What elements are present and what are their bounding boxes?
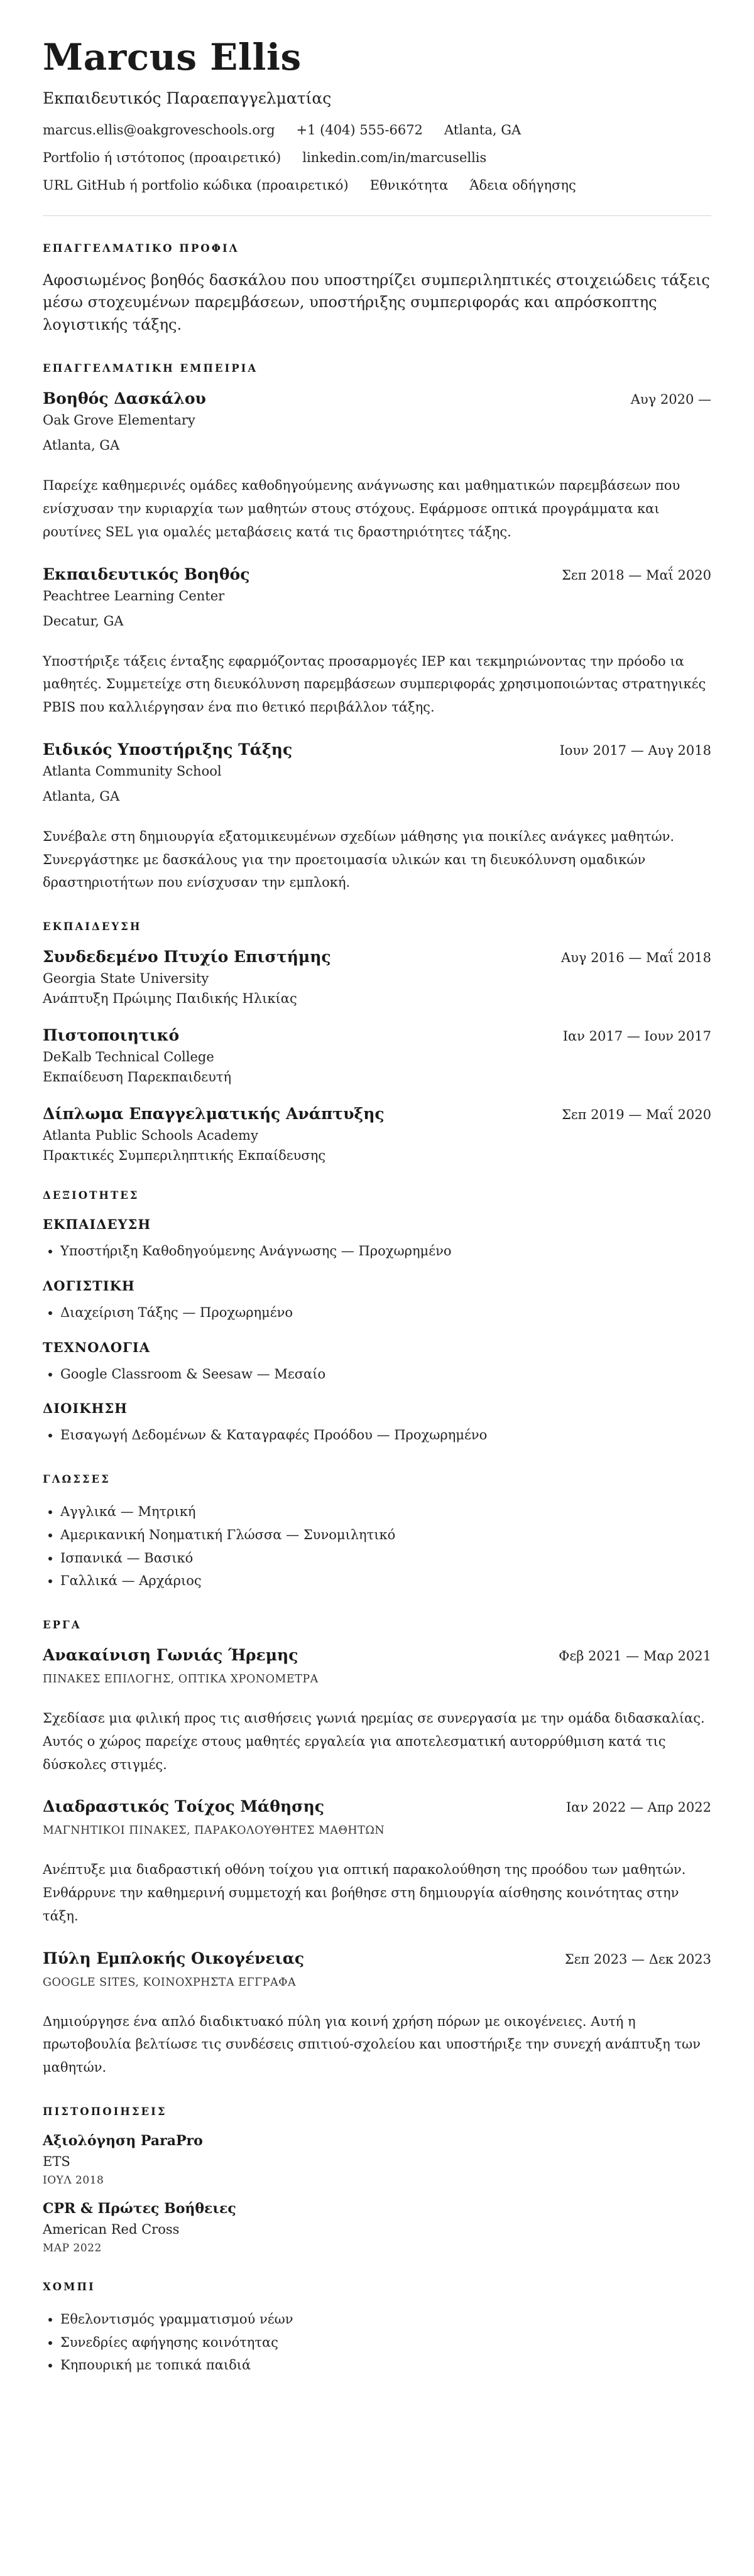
skill-list [43, 1363, 711, 1386]
field-of-study: Πρακτικές Συμπεριληπτικής Εκπαίδευσης [43, 1148, 326, 1164]
section-heading: ΔΕΞΙΟΤΗΤΕΣ [43, 1189, 139, 1202]
experience-entry [43, 389, 711, 543]
section-heading: ΕΚΠΑΙΔΕΥΣΗ [43, 921, 142, 933]
certifications-section [43, 2106, 711, 2254]
skills-section [43, 1189, 711, 1447]
skill-item: • Εισαγωγή Δεδομένων & Καταγραφές Προόδου — Προχωρημένο [60, 1424, 711, 1447]
entry-header [43, 740, 711, 759]
hobbies-section [43, 2281, 711, 2377]
contact-row-extra [43, 178, 711, 193]
hobby-item: • Κηπουρική με τοπικά παιδιά [60, 2354, 711, 2377]
employer-name: Oak Grove Elementary [43, 413, 195, 428]
skill-category: ΕΚΠΑΙΔΕΥΣΗ [43, 1216, 151, 1233]
project-description: Ανέπτυξε μια διαδραστική οθόνη τοίχου για οπτική παρακολούθηση της προόδου των μαθητών. Ενθάρρυνε την καθημερινή συμμετοχή και βοήθησε στη δημιουργία αίσθησης κοινότητας στην τάξη. [43, 1862, 686, 1924]
skill-group [43, 1400, 711, 1447]
entry-header [43, 1646, 711, 1664]
job-title: Ειδικός Υποστήριξης Τάξης [43, 740, 293, 759]
profile-section [43, 242, 711, 337]
experience-entry [43, 740, 711, 894]
degree-title: Συνδεδεμένο Πτυχίο Επιστήμης [43, 948, 331, 966]
institution-name: Atlanta Public Schools Academy [43, 1128, 258, 1144]
skill-category: ΔΙΟΙΚΗΣΗ [43, 1400, 128, 1417]
email-link[interactable]: marcus.ellis@oakgroveschools.org [43, 122, 275, 138]
degree-title: Δίπλωμα Επαγγελματικής Ανάπτυξης [43, 1105, 385, 1123]
skill-list [43, 1240, 711, 1263]
job-location: Atlanta, GA [43, 788, 120, 804]
field-of-study: Ανάπτυξη Πρώιμης Παιδικής Ηλικίας [43, 991, 297, 1007]
skill-list [43, 1424, 711, 1447]
project-dates: Σεπ 2023 — Δεκ 2023 [564, 1951, 711, 1967]
skill-item: • Υποστήριξη Καθοδηγούμενης Ανάγνωσης — Προχωρημένο [60, 1240, 711, 1263]
institution-name: Georgia State University [43, 971, 209, 987]
experience-section [43, 362, 711, 894]
job-location: Atlanta, GA [43, 438, 120, 453]
language-item: • Αγγλικά — Μητρική [60, 1500, 711, 1523]
project-entry [43, 1949, 711, 2079]
education-entry [43, 1026, 711, 1085]
entry-header [43, 1949, 711, 1967]
field-of-study: Εκπαίδευση Παρεκπαιδευτή [43, 1069, 232, 1085]
education-entry [43, 948, 711, 1006]
entry-header [43, 1026, 711, 1044]
education-entry [43, 1105, 711, 1163]
project-dates: Ιαν 2022 — Απρ 2022 [566, 1800, 711, 1816]
entry-header [43, 1105, 711, 1123]
hobby-list [43, 2308, 711, 2377]
language-item: • Αμερικανική Νοηματική Γλώσσα — Συνομιλητικό [60, 1523, 711, 1547]
project-description: Σχεδίασε μια φιλική προς τις αισθήσεις γωνιά ηρεμίας σε συνεργασία με την ομάδα διδασκαλίας. Αυτός ο χώρος παρείχε στους μαθητές εργαλεία για αποτελεσματική αυτορρύθμιση κατά τις δύσκολες στιγμές. [43, 1711, 705, 1772]
education-dates: Αυγ 2016 — Μαΐ 2018 [561, 950, 711, 966]
entry-header [43, 1797, 711, 1816]
project-entry [43, 1797, 711, 1927]
job-description: Υποστήριξε τάξεις ένταξης εφαρμόζοντας προσαρμογές IEP και τεκμηριώνοντας την πρόοδο ια μαθητές. Συμμετείχε στη διευκόλυνση παρεμβάσεων συμπεριφοράς χρησιμοποιώντας στρατηγικές PBIS που καλλιέργησαν ένα πιο θετικό περιβάλλον τάξης. [43, 653, 706, 715]
certification-entry [43, 2133, 711, 2187]
header-divider [43, 215, 711, 216]
certification-name: CPR & Πρώτες Βοήθειες [43, 2200, 236, 2217]
employer-name: Peachtree Learning Center [43, 588, 225, 603]
job-dates: Σεπ 2018 — Μαΐ 2020 [561, 567, 711, 583]
certification-date: ΙΟΥΛ 2018 [43, 2173, 104, 2187]
entry-header [43, 565, 711, 583]
hobby-item: • Συνεδρίες αφήγησης κοινότητας [60, 2331, 711, 2354]
skill-group [43, 1278, 711, 1324]
certification-date: ΜΑΡ 2022 [43, 2241, 102, 2254]
language-item: • Ισπανικά — Βασικό [60, 1547, 711, 1570]
portfolio-link[interactable]: Portfolio ή ιστότοπος (προαιρετικό) [43, 149, 281, 165]
job-description: Συνέβαλε στη δημιουργία εξατομικευμένων σχεδίων μάθησης για ποικίλες ανάγκες μαθητών. Συνεργάστηκε με δασκάλους για την προετοιμασία υλικών και τη διευκόλυνση ομαδικών δραστηριοτήτων που ενίσχυσαν την εμπλοκή. [43, 828, 675, 890]
entry-header [43, 389, 711, 408]
project-entry [43, 1646, 711, 1776]
employer-name: Atlanta Community School [43, 763, 222, 779]
job-location: Decatur, GA [43, 613, 124, 629]
job-dates: Ιουν 2017 — Αυγ 2018 [559, 742, 711, 758]
experience-entry [43, 565, 711, 719]
education-dates: Ιαν 2017 — Ιουν 2017 [562, 1029, 711, 1044]
language-list [43, 1500, 711, 1593]
project-dates: Φεβ 2021 — Μαρ 2021 [559, 1648, 711, 1664]
education-dates: Σεπ 2019 — Μαΐ 2020 [561, 1107, 711, 1123]
section-heading: ΕΠΑΓΓΕΛΜΑΤΙΚΗ ΕΜΠΕΙΡΙΑ [43, 362, 258, 375]
contact-row-links [43, 150, 711, 165]
driving-license-text: Άδεια οδήγησης [469, 177, 576, 193]
github-link[interactable]: URL GitHub ή portfolio κώδικα (προαιρετικό) [43, 177, 349, 193]
section-heading: ΕΡΓΑ [43, 1619, 82, 1632]
candidate-name: Marcus Ellis [43, 36, 302, 78]
skill-category: ΤΕΧΝΟΛΟΓΙΑ [43, 1339, 151, 1355]
projects-section [43, 1619, 711, 2079]
contact-row-primary [43, 122, 711, 138]
certification-name: Αξιολόγηση ParaPro [43, 2132, 203, 2149]
skill-category: ΛΟΓΙΣΤΙΚΗ [43, 1277, 135, 1294]
phone-number[interactable]: +1 (404) 555-6672 [296, 122, 423, 138]
certification-entry [43, 2200, 711, 2254]
certification-issuer: American Red Cross [43, 2221, 180, 2237]
skill-group [43, 1216, 711, 1263]
skill-group [43, 1339, 711, 1386]
job-description: Παρείχε καθημερινές ομάδες καθοδηγούμενης ανάγνωσης και μαθηματικών παρεμβάσεων που ενίσχυσαν την κυριαρχία των μαθητών στους στόχους. Εφάρμοσε οπτικά προγράμματα και ρουτίνες SEL για ομαλές μεταβάσεις κατά τις δραστηριότητες τάξης. [43, 478, 680, 539]
skill-item: • Διαχείριση Τάξης — Προχωρημένο [60, 1301, 711, 1324]
education-section [43, 921, 711, 1163]
candidate-title: Εκπαιδευτικός Παραεπαγγελματίας [43, 89, 332, 107]
project-title: Πύλη Εμπλοκής Οικογένειας [43, 1949, 305, 1967]
section-heading: ΧΟΜΠΙ [43, 2280, 96, 2293]
skill-list [43, 1301, 711, 1324]
project-tools: ΠΙΝΑΚΕΣ ΕΠΙΛΟΓΗΣ, ΟΠΤΙΚΑ ΧΡΟΝΟΜΕΤΡΑ [43, 1673, 319, 1686]
project-tools: GOOGLE SITES, ΚΟΙΝΟΧΡΗΣΤΑ ΕΓΓΡΑΦΑ [43, 1976, 297, 1989]
linkedin-link[interactable]: linkedin.com/in/marcusellis [302, 149, 487, 165]
section-heading: ΓΛΩΣΣΕΣ [43, 1473, 111, 1486]
job-dates: Αυγ 2020 — [630, 392, 711, 408]
section-heading: ΕΠΑΓΓΕΛΜΑΤΙΚΟ ΠΡΟΦΙΛ [43, 242, 239, 254]
project-title: Διαδραστικός Τοίχος Μάθησης [43, 1797, 324, 1816]
project-tools: ΜΑΓΝΗΤΙΚΟΙ ΠΙΝΑΚΕΣ, ΠΑΡΑΚΟΛΟΥΘΗΤΕΣ ΜΑΘΗΤΩΝ [43, 1824, 385, 1837]
resume-header [43, 38, 711, 193]
language-item: • Γαλλικά — Αρχάριος [60, 1569, 711, 1593]
location-text: Atlanta, GA [444, 122, 522, 138]
languages-section [43, 1473, 711, 1593]
skill-item: • Google Classroom & Seesaw — Μεσαίο [60, 1363, 711, 1386]
degree-title: Πιστοποιητικό [43, 1026, 180, 1045]
job-title: Εκπαιδευτικός Βοηθός [43, 565, 250, 583]
profile-summary: Αφοσιωμένος βοηθός δασκάλου που υποστηρίζει συμπεριληπτικές στοιχειώδεις τάξεις μέσω στοχευμένων παρεμβάσεων, υποστήριξης συμπεριφοράς και απρόσκοπτης λογιστικής τάξης. [43, 271, 710, 333]
job-title: Βοηθός Δασκάλου [43, 389, 206, 408]
entry-header [43, 948, 711, 966]
nationality-text: Εθνικότητα [369, 177, 449, 193]
project-description: Δημιούργησε ένα απλό διαδικτυακό πύλη για κοινή χρήση πόρων με οικογένειες. Αυτή η πρωτοβουλία βελτίωσε τις συνδέσεις σπιτιού-σχολείου και υποστήριξε την συνεχή ανάπτυξη των μαθητών. [43, 2013, 701, 2075]
institution-name: DeKalb Technical College [43, 1049, 214, 1065]
hobby-item: • Εθελοντισμός γραμματισμού νέων [60, 2308, 711, 2331]
certification-issuer: ETS [43, 2153, 70, 2169]
project-title: Ανακαίνιση Γωνιάς Ήρεμης [43, 1646, 298, 1665]
section-heading: ΠΙΣΤΟΠΟΙΗΣΕΙΣ [43, 2105, 167, 2118]
